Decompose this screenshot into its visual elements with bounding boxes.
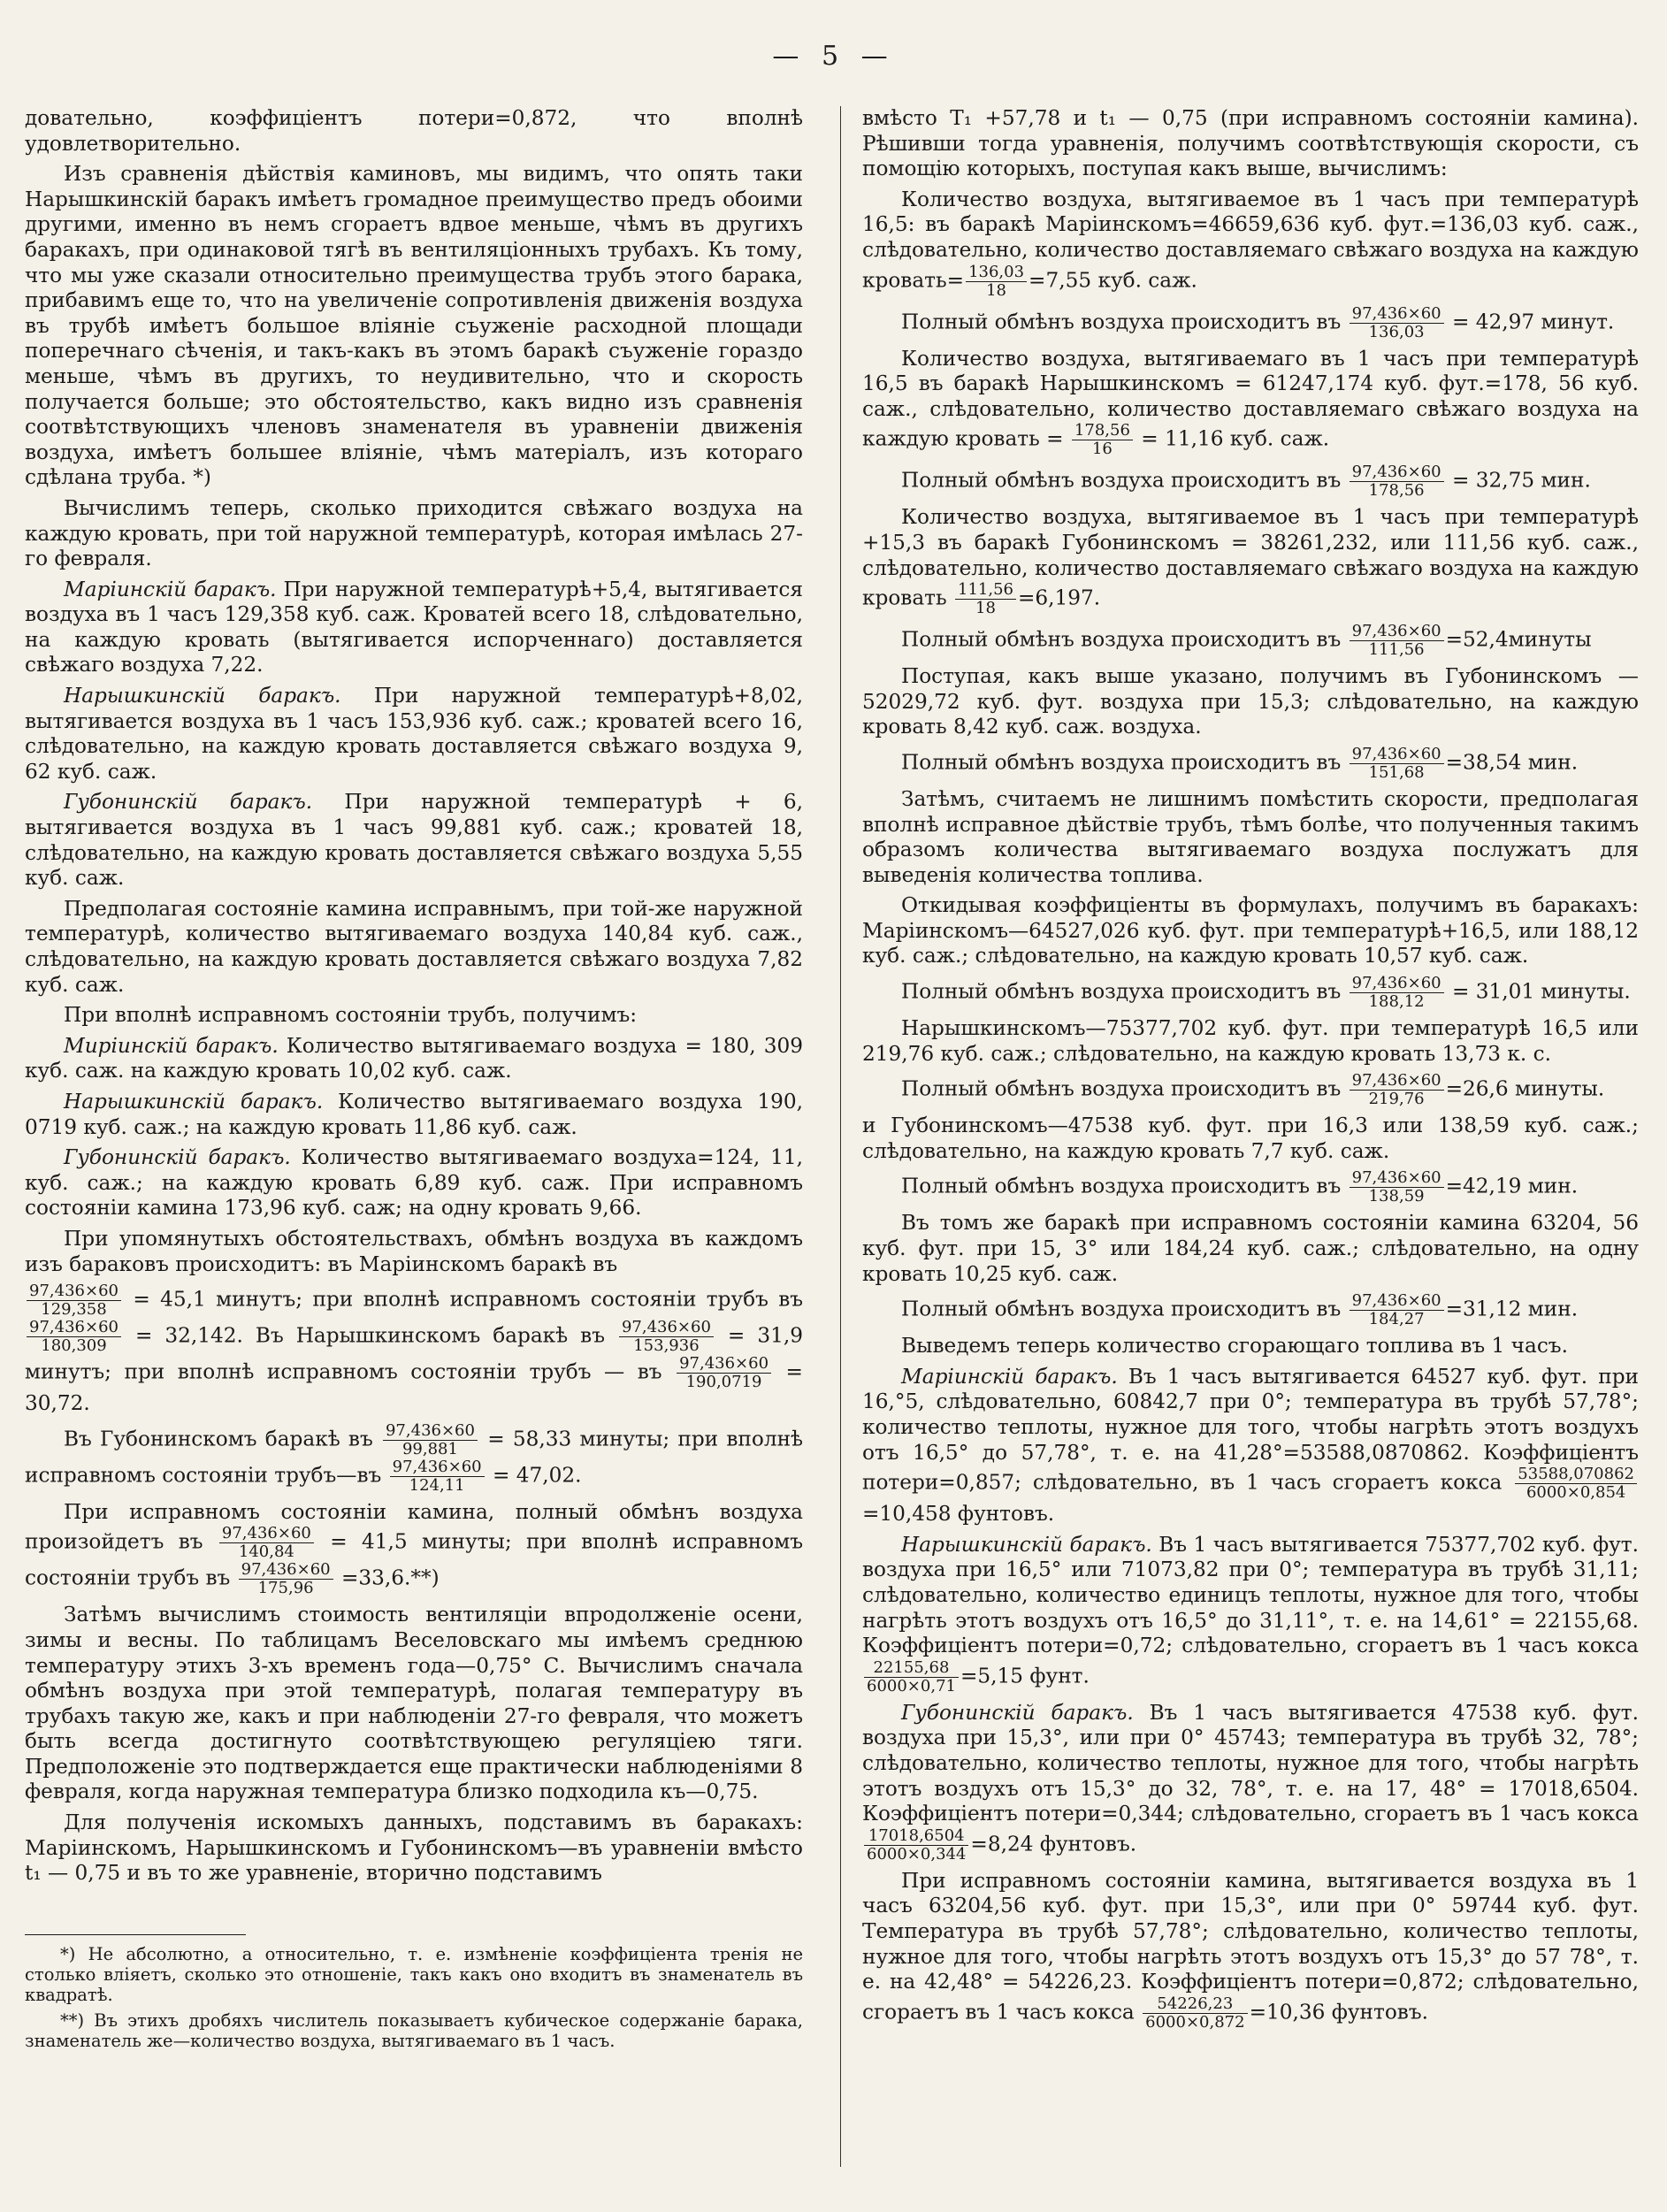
paragraph xyxy=(862,1533,1639,1695)
paragraph-text: =5,15 фунт. xyxy=(960,1664,1090,1688)
fraction-numerator: 97,436×60 xyxy=(1350,1292,1444,1311)
left-column xyxy=(25,106,803,2056)
paragraph-text: = 31,9 минутъ; при вполнѣ исправномъ состояніи трубъ — въ xyxy=(25,1323,803,1384)
paragraph-text: и Губонинскомъ—47538 куб. фут. при 16,3 или 138,59 куб. саж.; слѣдовательно, на каждую кровать 7,7 куб. саж. xyxy=(862,1114,1639,1163)
fraction-numerator: 97,436×60 xyxy=(1350,305,1444,324)
paragraph-text: Вычислимъ теперь, сколько приходится свѣжаго воздуха на каждую кровать, при той наружной температурѣ, которая имѣлась 27-го февраля. xyxy=(25,495,803,571)
paragraph xyxy=(862,1701,1639,1864)
paragraph-text: Въ 1 часъ вытягивается 64527 куб. фут. при 16,°5, слѣдовательно, 60842,7 при 0°; температура въ трубѣ 57,78°; количество теплоты, нужное для того, чтобы нагрѣть этотъ воздухъ отъ 16,5° до 57,78°, т. е. на 41,28°=53588,0870862. Коэффиціентъ потери=0,857; слѣдовательно, въ 1 часъ сгораетъ кокса xyxy=(862,1364,1639,1495)
paragraph xyxy=(25,1282,803,1417)
page-number: — 5 — xyxy=(772,41,895,72)
fraction-denominator: 180,309 xyxy=(41,1336,107,1356)
fraction-denominator: 18 xyxy=(975,599,996,618)
fraction xyxy=(1350,1169,1444,1206)
fraction-numerator: 97,436×60 xyxy=(219,1525,314,1543)
paragraph xyxy=(862,188,1639,300)
fraction xyxy=(239,1561,333,1597)
paragraph-text: =10,458 фунтовъ. xyxy=(862,1502,1055,1527)
fraction xyxy=(955,581,1016,617)
fraction-denominator: 16 xyxy=(1091,440,1113,459)
paragraph xyxy=(862,347,1639,459)
paragraph-text: = 32,142. Въ Нарышкинскомъ баракѣ въ xyxy=(122,1323,617,1348)
fraction-denominator: 138,59 xyxy=(1368,1187,1425,1206)
fraction-numerator: 97,436×60 xyxy=(383,1422,478,1441)
fraction-denominator: 6000×0,854 xyxy=(1526,1483,1626,1503)
paragraph-text: = 45,1 минутъ; при вполнѣ исправномъ состояніи трубъ въ xyxy=(122,1287,803,1312)
paragraph-text: Полный обмѣнъ воздуха происходитъ въ xyxy=(901,468,1348,493)
paragraph-text: =8,24 фунтовъ. xyxy=(970,1832,1137,1856)
paragraph xyxy=(25,578,803,678)
paragraph-text: Откидывая коэффиціенты въ формулахъ, получимъ въ баракахъ: Маріинскомъ—64527,026 куб. фут. при температурѣ+16,5, или 188,12 куб. саж.; слѣдовательно, на каждую кровать 10,57 куб. саж. xyxy=(862,893,1639,968)
fraction-denominator: 175,96 xyxy=(257,1579,314,1598)
paragraph xyxy=(862,1365,1639,1527)
paragraph-text: Въ 1 часъ вытягивается 47538 куб. фут. воздуха при 15,3°, или при 0° 45743; температура въ трубѣ 32, 78°; слѣдовательно, количество теплоты, нужное для того, чтобы нагрѣть этотъ воздухъ отъ 15,3° до 32, 78°, т. е. на 17, 48° = 17018,6504. Коэффиціентъ потери=0,344; слѣдовательно, сгораетъ въ 1 часъ кокса xyxy=(862,1700,1639,1826)
barrack-name: Маріинскій баракъ. xyxy=(64,577,277,601)
paragraph xyxy=(25,684,803,785)
fraction-denominator: 6000×0,71 xyxy=(867,1676,956,1695)
paragraph xyxy=(862,1169,1639,1206)
paragraph xyxy=(862,1292,1639,1328)
fraction xyxy=(219,1525,314,1561)
fraction-numerator: 53588,070862 xyxy=(1515,1466,1637,1484)
fraction-denominator: 178,56 xyxy=(1368,481,1425,501)
right-column xyxy=(862,106,1639,2037)
fraction xyxy=(1515,1466,1637,1502)
paragraph-text: Количество воздуха, вытягиваемаго въ 1 часъ при температурѣ 16,5 въ баракѣ Нарышкинскомъ = 61247,174 куб. фут.=178, 56 куб. саж., слѣдовательно, количество доставляемаго свѣжаго воздуха на каждую кровать = xyxy=(862,346,1639,451)
paragraph xyxy=(862,664,1639,740)
fraction-numerator: 97,436×60 xyxy=(239,1561,333,1580)
paragraph xyxy=(862,746,1639,782)
fraction-numerator: 97,436×60 xyxy=(619,1319,714,1337)
paragraph xyxy=(25,162,803,491)
paragraph xyxy=(862,505,1639,617)
paragraph-text: Полный обмѣнъ воздуха происходитъ въ xyxy=(901,1076,1348,1101)
footnotes xyxy=(25,1944,803,2051)
paragraph-text: Поступая, какъ выше указано, получимъ въ Губонинскомъ — 52029,72 куб. фут. воздуха при 15,3; слѣдовательно, на каждую кровать 8,42 куб. саж. воздуха. xyxy=(862,664,1639,739)
footnote: **) Въ этихъ дробяхъ числитель показываетъ кубическое содержаніе барака, знаменатель же—количество воздуха, вытягиваемаго въ 1 часъ. xyxy=(25,2009,803,2051)
fraction xyxy=(1350,305,1444,341)
paragraph-text: Полный обмѣнъ воздуха происходитъ въ xyxy=(901,1174,1348,1198)
column-divider xyxy=(840,106,841,2167)
fraction-denominator: 136,03 xyxy=(1368,322,1425,341)
paragraph xyxy=(862,1016,1639,1067)
fraction xyxy=(864,1659,959,1695)
paragraph-text: Полный обмѣнъ воздуха происходитъ въ xyxy=(901,979,1348,1004)
paragraph xyxy=(25,496,803,572)
paragraph xyxy=(862,1869,1639,2032)
fraction xyxy=(966,264,1027,300)
fraction xyxy=(1350,623,1444,659)
fraction xyxy=(864,1827,968,1864)
fraction-numerator: 97,436×60 xyxy=(390,1458,485,1477)
paragraph-text: = 31,01 минуты. xyxy=(1445,979,1631,1004)
paragraph xyxy=(862,623,1639,659)
paragraph xyxy=(862,1211,1639,1287)
fraction xyxy=(1350,975,1444,1011)
fraction-denominator: 111,56 xyxy=(1368,640,1425,660)
fraction-denominator: 6000×0,344 xyxy=(867,1844,967,1864)
paragraph-text: =10,36 фунтовъ. xyxy=(1249,2000,1428,2024)
fraction-numerator: 178,56 xyxy=(1072,422,1133,440)
paragraph xyxy=(25,1090,803,1140)
paragraph-text: Изъ сравненія дѣйствія каминовъ, мы видимъ, что опять таки Нарышкинскій баракъ имѣетъ громадное преимущество предъ обоими другими, именно въ немъ сгораетъ вдвое меньше, чѣмъ въ другихъ баракахъ, при одинаковой тягѣ въ вентиляціонныхъ трубахъ. Къ тому, что мы уже сказали относительно преимущества трубъ этого барака, прибавимъ еще то, что на увеличеніе сопротивленія движенія воздуха въ трубѣ имѣетъ большое вліяніе съуженіе расходной площади поперечнаго сѣченія, и такъ-какъ въ этомъ баракѣ съуженіе гораздо меньше, чѣмъ въ другихъ, то неудивительно, что и скорость получается больше; это обстоятельство, какъ видно изъ сравненія соотвѣтствующихъ членовъ знаменателя въ уравненіи движенія воздуха, имѣетъ большее вліяніе, чѣмъ матеріалъ, изъ котораго сдѣлана труба. *) xyxy=(25,162,803,490)
fraction-denominator: 219,76 xyxy=(1368,1090,1425,1109)
fraction-numerator: 97,436×60 xyxy=(1350,623,1444,641)
fraction-denominator: 18 xyxy=(986,280,1006,300)
paragraph-text: При исправномъ состояніи камина, вытягивается воздуха въ 1 часъ 63204,56 куб. фут. при 15,3°, или при 0° 59744 куб. фут. Температура въ трубѣ 57,78°; слѣдовательно, количество теплоты, нужное для того, чтобы нагрѣть этотъ воздухъ отъ 15,3° до 57 78°, т. е. на 42,48° = 54226,23. Коэффиціентъ потери=0,872; слѣдовательно, сгораетъ въ 1 часъ кокса xyxy=(862,1868,1639,2024)
paragraph-text: Количество вытягиваемаго воздуха = 180, 309 куб. саж. на каждую кровать 10,02 куб. саж. xyxy=(25,1033,803,1083)
paragraph xyxy=(25,1227,803,1277)
paragraph-text: Въ Губонинскомъ баракѣ въ xyxy=(64,1427,381,1451)
paragraph xyxy=(25,1003,803,1029)
paragraph xyxy=(862,893,1639,969)
paragraph-text: =7,55 куб. саж. xyxy=(1028,268,1197,293)
paragraph xyxy=(862,787,1639,888)
paragraph-text: Полный обмѣнъ воздуха происходитъ въ xyxy=(901,1297,1348,1321)
paragraph xyxy=(25,1422,803,1495)
paragraph-text: Нарышкинскомъ—75377,702 куб. фут. при температурѣ 16,5 или 219,76 куб. саж.; слѣдовательно, на каждую кровать 13,73 к. с. xyxy=(862,1016,1639,1066)
barrack-name: Губонинскій баракъ. xyxy=(901,1700,1134,1725)
paragraph xyxy=(25,790,803,891)
paragraph-text: =26,6 минуты. xyxy=(1445,1076,1605,1101)
fraction-numerator: 111,56 xyxy=(955,581,1016,600)
paragraph-text: Въ томъ же баракѣ при исправномъ состояніи камина 63204, 56 куб. фут. при 15, 3° или 184,24 куб. саж.; слѣдовательно, на одну кровать 10,25 куб. саж. xyxy=(862,1211,1639,1286)
fraction-denominator: 190,0719 xyxy=(685,1373,762,1392)
paragraph xyxy=(862,106,1639,182)
paragraph-text: =42,19 мин. xyxy=(1445,1174,1579,1198)
paragraph-text: Полный обмѣнъ воздуха происходитъ въ xyxy=(901,310,1348,334)
fraction-denominator: 151,68 xyxy=(1368,762,1425,782)
paragraph-text: Въ 1 часъ вытягивается 75377,702 куб. фут. воздуха при 16,5° или 71073,82 при 0°; температура въ трубѣ 31,11; слѣдовательно, количество единицъ теплоты, нужное для того, чтобы нагрѣть этотъ воздухъ отъ 16,5° до 31,11°, т. е. на 14,61° = 22155,68. Коэффиціентъ потери=0,72; слѣдовательно, сгораетъ въ 1 часъ кокса xyxy=(862,1532,1639,1658)
paragraph-text: вмѣсто T₁ +57,78 и t₁ — 0,75 (при исправномъ состояніи камина). Рѣшивши тогда уравненія, получимъ соотвѣтствующія скорости, съ помощію которыхъ, поступая какъ выше, вычислимъ: xyxy=(862,106,1639,181)
fraction-numerator: 97,436×60 xyxy=(1350,1072,1444,1091)
paragraph-text: Затѣмъ вычислимъ стоимость вентиляціи впродолженіе осени, зимы и весны. По таблицамъ Веселовскаго мы имѣемъ среднюю температуру этихъ 3-хъ временъ года—0,75° С. Вычислимъ сначала обмѣнъ воздуха при этой температурѣ, полагая температуру въ трубахъ такую же, какъ и при наблюденіи 27-го февраля, что можетъ быть всегда достигнуто соотвѣтствующею регуляціею тяги. Предположеніе это подтверждается еще практически наблюденіями 8 февраля, когда наружная температура близко подходила къ—0,75. xyxy=(25,1603,803,1804)
fraction xyxy=(1350,463,1444,500)
barrack-name: Губонинскій баракъ. xyxy=(64,1145,291,1170)
paragraph-text: Для полученія искомыхъ данныхъ, подставимъ въ баракахъ: Маріинскомъ, Нарышкинскомъ и Губонинскомъ—въ уравненіи вмѣсто t₁ — 0,75 и въ то же уравненіе, вторично подставимъ xyxy=(25,1810,803,1886)
paragraph xyxy=(862,305,1639,341)
paragraph xyxy=(862,1334,1639,1359)
paragraph-text: = 30,72. xyxy=(25,1359,803,1416)
paragraph-text: Полный обмѣнъ воздуха происходитъ въ xyxy=(901,627,1348,652)
paragraph-text: =31,12 мин. xyxy=(1445,1297,1579,1321)
paragraph xyxy=(25,1500,803,1598)
fraction-denominator: 188,12 xyxy=(1368,992,1425,1012)
paragraph xyxy=(862,463,1639,500)
paragraph-text: При наружной температурѣ+8,02, вытягивается воздуха въ 1 часъ 153,936 куб. саж.; кроватей всего 16, слѣдовательно, на каждую кровать доставляется свѣжаго воздуха 9, 62 куб. саж. xyxy=(25,684,803,784)
fraction-denominator: 153,936 xyxy=(633,1336,700,1356)
fraction xyxy=(1350,1292,1444,1328)
fraction xyxy=(677,1355,771,1391)
paragraph-text: Предполагая состояніе камина исправнымъ, при той-же наружной температурѣ, количество вытягиваемаго воздуха 140,84 куб. саж., слѣдовательно, на каждую кровать доставляется свѣжаго воздуха 7,82 куб. саж. xyxy=(25,896,803,997)
paragraph xyxy=(25,106,803,157)
paragraph xyxy=(25,1603,803,1805)
paragraph xyxy=(862,1072,1639,1108)
paragraph-text: = 42,97 минут. xyxy=(1445,310,1615,334)
fraction-denominator: 140,84 xyxy=(238,1542,294,1562)
fraction-numerator: 97,436×60 xyxy=(27,1319,121,1337)
fraction-numerator: 22155,68 xyxy=(864,1659,959,1678)
paragraph-text: При вполнѣ исправномъ состояніи трубъ, получимъ: xyxy=(64,1003,638,1028)
fraction-denominator: 129,358 xyxy=(41,1300,107,1320)
paragraph-text: = 11,16 куб. саж. xyxy=(1134,426,1330,451)
paragraph-text: Выведемъ теперь количество сгорающаго топлива въ 1 часъ. xyxy=(901,1334,1568,1359)
paragraph-text: =38,54 мин. xyxy=(1445,750,1579,775)
paragraph-text: = 32,75 мин. xyxy=(1445,468,1591,493)
paragraph-text: Количество воздуха, вытягиваемое въ 1 часъ при температурѣ +15,3 въ баракѣ Губонинскомъ = 38261,232, или 111,56 куб. саж., слѣдовательно, количество доставляемаго свѣжаго воздуха на каждую кровать xyxy=(862,505,1639,610)
fraction xyxy=(27,1319,121,1355)
paragraph-text: При исправномъ состояніи камина, полный обмѣнъ воздуха произойдетъ въ xyxy=(25,1499,803,1554)
paragraph-text: При наружной температурѣ+5,4, вытягивается воздуха въ 1 часъ 129,358 куб. саж. Кроватей всего 18, слѣдовательно, на каждую кровать (вытягивается испорченнаго) доставляется свѣжаго воздуха 7,22. xyxy=(25,577,803,677)
fraction-denominator: 184,27 xyxy=(1368,1310,1425,1329)
paragraph xyxy=(862,975,1639,1011)
paragraph-text: = 41,5 минуты; при вполнѣ исправномъ состояніи трубъ въ xyxy=(25,1529,803,1590)
paragraph-text: =52,4минуты xyxy=(1445,627,1592,652)
fraction-numerator: 97,436×60 xyxy=(677,1355,771,1374)
paragraph-text: = 47,02. xyxy=(486,1463,582,1488)
barrack-name: Маріинскій баракъ. xyxy=(901,1364,1118,1389)
fraction-denominator: 124,11 xyxy=(409,1475,465,1495)
paragraph-text: Количество вытягиваемаго воздуха=124, 11, куб. саж.; на каждую кровать 6,89 куб. саж. При исправномъ состояніи камина 173,96 куб. саж; на одну кровать 9,66. xyxy=(25,1145,803,1221)
paragraph-text: При наружной температурѣ + 6, вытягивается воздуха въ 1 часъ 99,881 куб. саж.; кроватей 18, слѣдовательно, на каждую кровать доставляется свѣжаго воздуха 5,55 куб. саж. xyxy=(25,790,803,891)
paragraph xyxy=(25,1810,803,1887)
fraction xyxy=(1350,1072,1444,1108)
fraction-numerator: 97,436×60 xyxy=(1350,1169,1444,1188)
paragraph-text: Количество воздуха, вытягиваемое въ 1 часъ при температурѣ 16,5: въ баракѣ Маріинскомъ=46659,636 куб. фут.=136,03 куб. саж., слѣдовательно, количество доставляемаго свѣжаго воздуха на каждую кровать= xyxy=(862,187,1639,293)
paragraph-text: довательно, коэффиціентъ потери=0,872, что вполнѣ удовлетворительно. xyxy=(25,106,803,156)
paragraph xyxy=(25,897,803,998)
fraction-numerator: 54226,23 xyxy=(1143,1995,1247,2014)
fraction xyxy=(383,1422,478,1458)
paragraph-text: Затѣмъ, считаемъ не лишнимъ помѣстить скорости, предполагая вполнѣ исправное дѣйствіе трубъ, тѣмъ болѣе, что полученныя такимъ образомъ количества вытягиваемаго воздуха послужатъ для выведенія количества топлива. xyxy=(862,786,1639,887)
paragraph-text: Полный обмѣнъ воздуха происходитъ въ xyxy=(901,750,1348,775)
footnote: *) Не абсолютно, а относительно, т. е. измѣненіе коэффиціента тренія не столько вліяетъ, сколько это отношеніе, такъ какъ оно входитъ въ знаменатель въ квадратѣ. xyxy=(25,1943,803,2005)
fraction-numerator: 97,436×60 xyxy=(1350,463,1444,482)
fraction xyxy=(619,1319,714,1355)
paragraph-text: При упомянутыхъ обстоятельствахъ, обмѣнъ воздуха въ каждомъ изъ бараковъ происходитъ: въ Маріинскомъ баракѣ въ xyxy=(25,1226,803,1276)
footnote-rule xyxy=(25,1934,246,1935)
fraction-denominator: 99,881 xyxy=(401,1439,458,1458)
barrack-name: Нарышкинскій баракъ. xyxy=(64,1089,324,1114)
paragraph-text: =33,6.**) xyxy=(334,1565,440,1590)
fraction-numerator: 136,03 xyxy=(966,264,1027,282)
barrack-name: Губонинскій баракъ. xyxy=(64,790,313,815)
fraction-denominator: 6000×0,872 xyxy=(1145,2012,1245,2032)
paragraph-text: =6,197. xyxy=(1017,586,1101,610)
barrack-name: Нарышкинскій баракъ. xyxy=(64,684,341,708)
paragraph-text: Количество вытягиваемаго воздуха 190, 0719 куб. саж.; на каждую кровать 11,86 куб. саж. xyxy=(25,1089,803,1139)
fraction-numerator: 97,436×60 xyxy=(1350,746,1444,764)
barrack-name: Нарышкинскій баракъ. xyxy=(901,1532,1152,1557)
paragraph xyxy=(25,1145,803,1221)
paragraph xyxy=(25,1034,803,1084)
fraction-numerator: 97,436×60 xyxy=(27,1282,121,1301)
barrack-name: Миріинскій баракъ. xyxy=(64,1033,279,1058)
fraction xyxy=(1072,422,1133,458)
fraction xyxy=(1350,746,1444,782)
fraction xyxy=(27,1282,121,1319)
paragraph-text: = 58,33 минуты; при вполнѣ исправномъ состояніи трубъ—въ xyxy=(25,1427,804,1488)
fraction-numerator: 97,436×60 xyxy=(1350,975,1444,993)
fraction xyxy=(1143,1995,1247,2032)
fraction xyxy=(390,1458,485,1495)
fraction-numerator: 17018,6504 xyxy=(864,1827,968,1846)
paragraph xyxy=(862,1114,1639,1164)
